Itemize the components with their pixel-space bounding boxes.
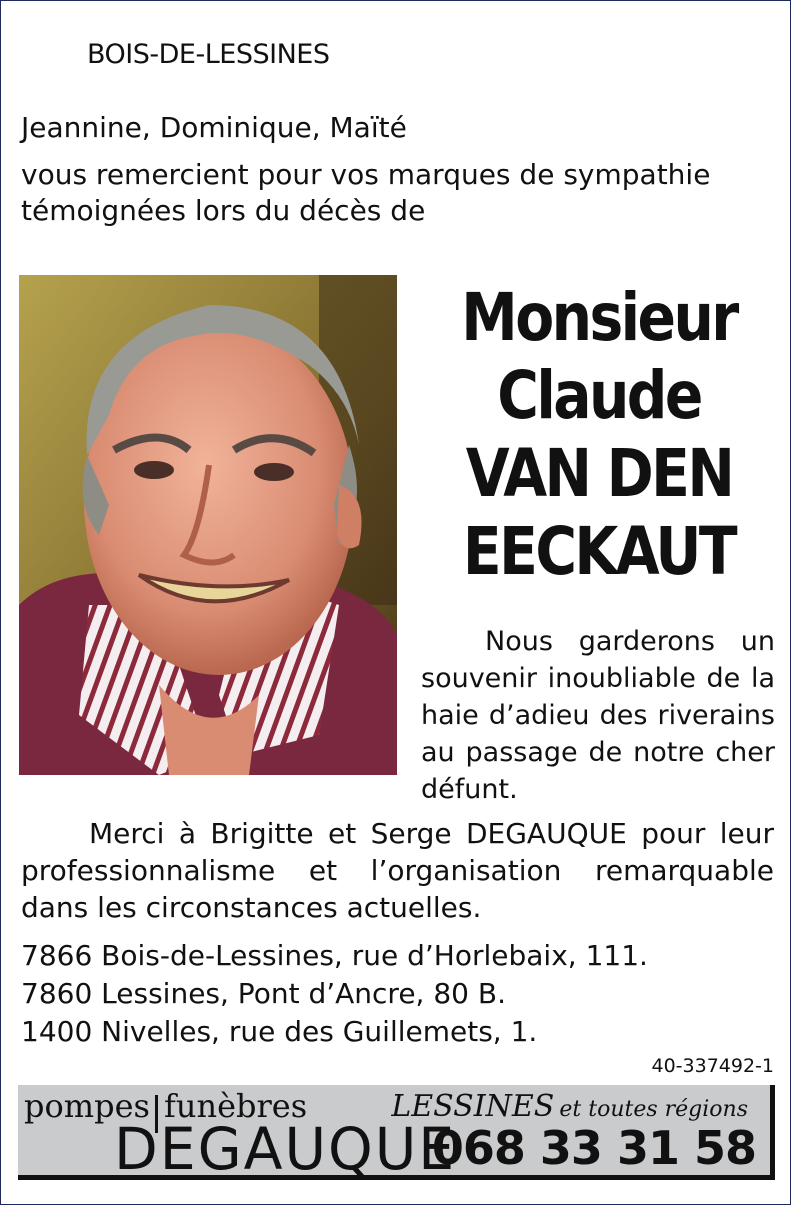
reference-number: 40-337492-1 bbox=[651, 1055, 774, 1077]
deceased-name-block bbox=[436, 279, 763, 591]
thanks-text: Merci à Brigitte et Serge DEGAUQUE pour leur professionnalisme et l’organisation remarquable dans les circonstances actuelles. bbox=[21, 817, 774, 924]
banner-region bbox=[391, 1089, 748, 1124]
memory-text: Nous garderons un souvenir inoubliable de la haie d’adieu des riverains au passage de notre cher défunt. bbox=[421, 626, 775, 805]
deceased-first-name: Claude bbox=[497, 357, 701, 434]
address-line: 7860 Lessines, Pont d’Ancre, 80 B. bbox=[21, 977, 506, 1010]
banner-phone: 068 33 31 58 bbox=[431, 1121, 756, 1175]
deceased-last-name-1: VAN DEN bbox=[465, 435, 733, 512]
memory-paragraph bbox=[421, 623, 775, 808]
deceased-title: Monsieur bbox=[461, 279, 737, 356]
banner-pompes: pompes bbox=[24, 1087, 150, 1125]
banner-company-name: DEGAUQUE bbox=[114, 1115, 457, 1183]
family-names: Jeannine, Dominique, Maïté bbox=[21, 111, 407, 144]
portrait-photo bbox=[19, 275, 397, 775]
intro-line-1: vous remercient pour vos marques de sympathie bbox=[21, 158, 711, 191]
address-line: 1400 Nivelles, rue des Guillemets, 1. bbox=[21, 1015, 538, 1048]
locality-header: BOIS-DE-LESSINES bbox=[87, 39, 330, 70]
banner-region-suffix: et toutes régions bbox=[559, 1097, 748, 1122]
thanks-paragraph bbox=[21, 815, 774, 926]
funeral-home-banner bbox=[18, 1085, 775, 1183]
address-list bbox=[21, 937, 648, 1051]
banner-town: LESSINES bbox=[391, 1089, 555, 1124]
banner-funebres: funèbres bbox=[164, 1087, 308, 1125]
deceased-last-name-2: EECKAUT bbox=[462, 513, 736, 590]
address-line: 7866 Bois-de-Lessines, rue d’Horlebaix, 111. bbox=[21, 939, 648, 972]
thanks-intro bbox=[21, 157, 774, 229]
portrait-illustration bbox=[19, 275, 397, 775]
intro-line-2: témoignées lors du décès de bbox=[21, 194, 426, 227]
